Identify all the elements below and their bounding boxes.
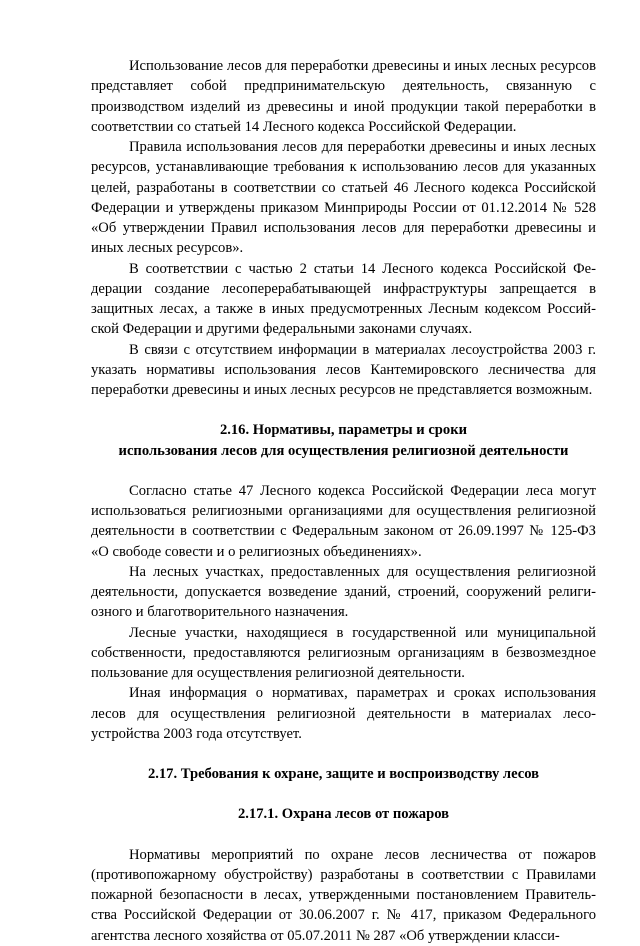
paragraph-fire-protection: Нормативы мероприятий по охране лесов лесничества от пожаров (противопожарному обустройству) разработаны в соответствии с Правилами пожарной безопасности в лесах, утвержденными постановлением Правительства Российской Федерации от 30.06.2007 г. № 417, приказом Федерального агентства лесного хозяйства от 05.07.2011 № 287 «Об утверждении класси- (91, 846, 596, 944)
section-heading-2-16-line1: 2.16. Нормативы, параметры и сроки (219, 422, 468, 439)
section-heading-2-17: 2.17. Требования к охране, защите и воспроизводству лесов (147, 766, 540, 782)
document-page (91, 56, 596, 946)
paragraph-processing-no-data: В связи с отсутствием информации в материалах лесоустройства 2003 г. указать нормативы использования лесов Кантемировского лесничества для переработки древесины и иных лесных ресурсов не представляется возможным. (91, 341, 596, 398)
section-heading-2-16 (91, 420, 596, 461)
paragraph-religious-plots: Лесные участки, находящиеся в государственной или муниципальной собственности, предоставляются религиозным организациям в безвозмездное пользование для осуществления религиозной деятельности. (91, 624, 596, 681)
paragraph-religious-article: Согласно статье 47 Лесного кодекса Российской Федерации леса могут использоваться религиозными организациями для осуществления религиозной деятельности в соответствии с Федеральным законом от 26.09.1997 № 125-ФЗ «О свободе совести и о религиозных объединениях». (91, 482, 596, 560)
paragraph-processing-prohibition: В соответствии с частью 2 статьи 14 Лесного кодекса Российской Федерации создание лесоперерабатывающей инфраструктуры запрещается в защитных лесах, а также в иных предусмотренных Лесным кодексом Российской Федерации и другими федеральными законами случаях. (91, 260, 596, 338)
section-heading-2-16-line2: использования лесов для осуществления религиозной деятельности (118, 442, 569, 459)
paragraph-processing-rules: Правила использования лесов для переработки древесины и иных лесных ресурсов, устанавливающие требования к использованию лесов для указанных целей, разработаны в соответствии со статьей 46 Лесного кодекса Российской Федерации и утверждены приказом Минприроды России от 01.12.2014 № 528 «Об утверждении Правил использования лесов для переработки древесины и иных лесных ресурсов». (91, 139, 596, 257)
paragraph-religious-no-data: Иная информация о нормативах, параметрах и сроках использования лесов для осуществления религиозной деятельности в материалах лесоустройства 2003 года отсутствует. (91, 685, 596, 742)
section-heading-2-17-1: 2.17.1. Охрана лесов от пожаров (237, 806, 450, 823)
paragraph-religious-buildings: На лесных участках, предоставленных для осуществления религиозной деятельности, допускается возведение зданий, строений, сооружений религиозного и благотворительного назначения. (91, 563, 596, 621)
paragraph-processing-intro: Использование лесов для переработки древесины и иных лесных ресурсов представляет собой предпринимательскую деятельность, связанную с производством изделий из древесины и иной продукции такой переработки в соответствии со статьей 14 Лесного кодекса Российской Федерации. (91, 58, 596, 135)
